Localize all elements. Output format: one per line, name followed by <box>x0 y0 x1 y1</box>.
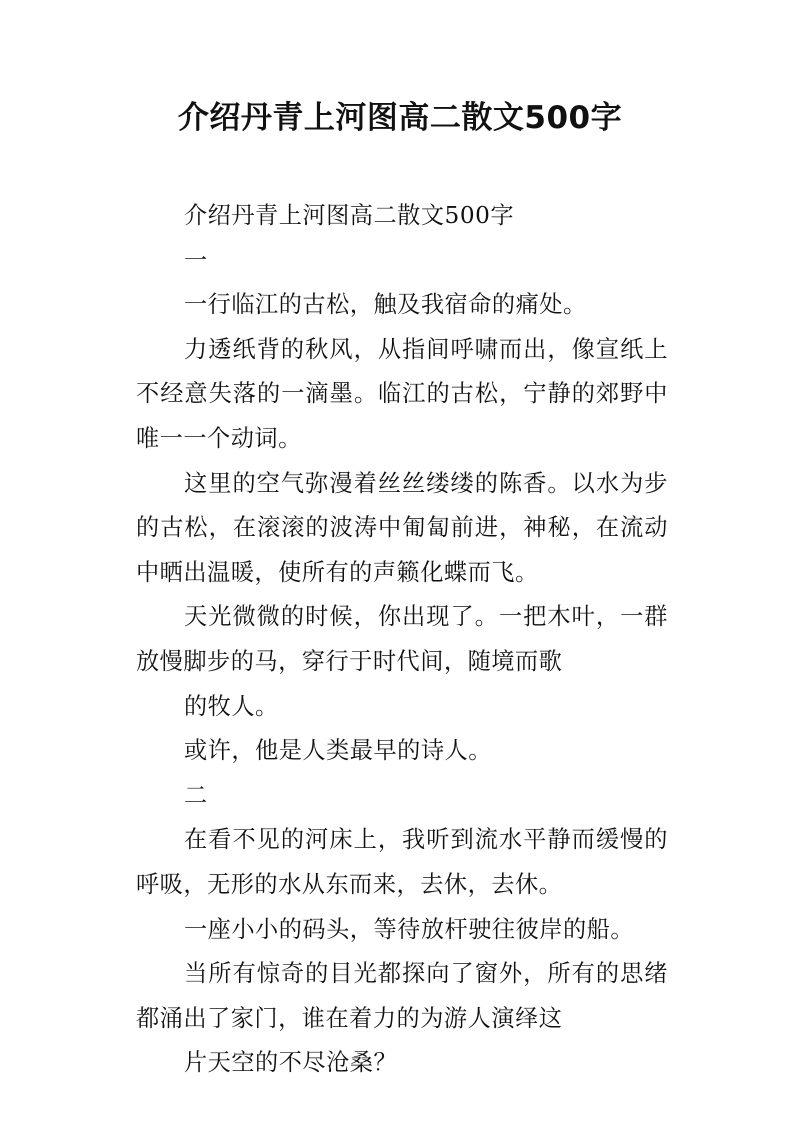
paragraph: 这里的空气弥漫着丝丝缕缕的陈香。以水为步的古松，在滚滚的波涛中匍匐前进，神秘，在流动中晒出温暖，使所有的声籁化蝶而飞。 <box>136 469 668 586</box>
paragraph-section-two: 二 <box>184 781 208 809</box>
paragraph: 片天空的不尽沧桑？ <box>184 1049 398 1077</box>
paragraph: 的牧人。 <box>184 692 279 720</box>
paragraph: 力透纸背的秋风，从指间呼啸而出，像宣纸上不经意失落的一滴墨。临江的古松，宁静的郊野中唯一一个动词。 <box>136 335 668 452</box>
paragraph: 或许，他是人类最早的诗人。 <box>184 737 492 765</box>
document-body <box>136 194 668 1086</box>
paragraph: 天光微微的时候，你出现了。一把木叶，一群放慢脚步的马，穿行于时代间，随境而歌 <box>136 603 668 675</box>
document-title: 介绍丹青上河图高二散文500字 <box>177 100 623 136</box>
paragraph-subtitle: 介绍丹青上河图高二散文500字 <box>184 202 515 229</box>
paragraph: 一座小小的码头，等待放杆驶往彼岸的船。 <box>184 915 635 943</box>
paragraph: 一行临江的古松，触及我宿命的痛处。 <box>184 291 587 319</box>
paragraph: 当所有惊奇的目光都探向了窗外，所有的思绪都涌出了家门，谁在着力的为游人演绎这 <box>136 960 668 1032</box>
paragraph-section-one: 一 <box>184 246 208 274</box>
paragraph: 在看不见的河床上，我听到流水平静而缓慢的呼吸，无形的水从东而来，去休，去休。 <box>136 826 668 898</box>
